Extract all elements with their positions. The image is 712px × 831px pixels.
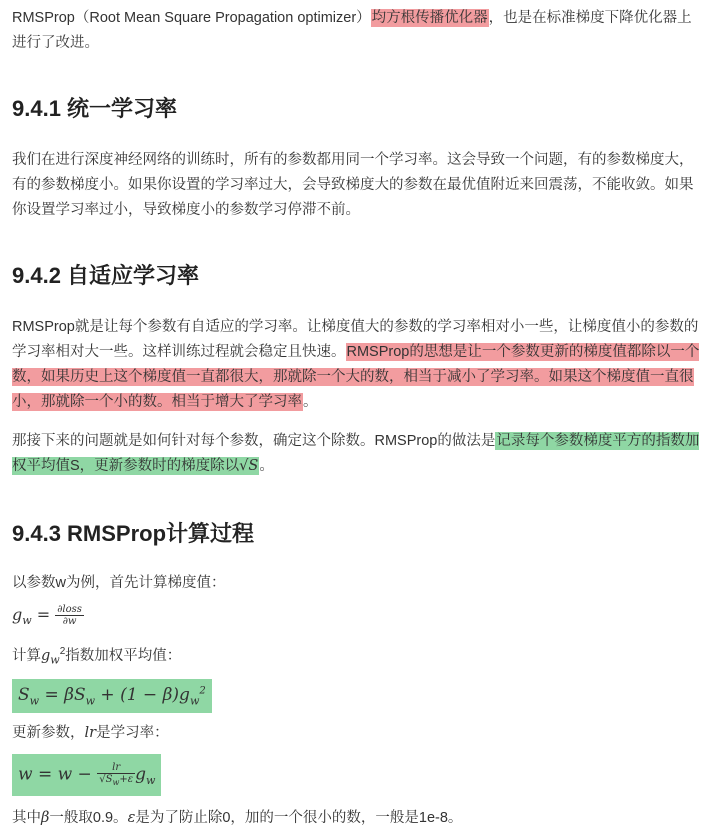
grad-sub: w [22,614,32,628]
gradient-formula [12,602,700,633]
step2-sup: 2 [59,646,66,658]
section2-p1-end: 。 [303,394,318,410]
formula-s [12,679,212,713]
step3-before: 更新参数， [12,725,85,742]
f1-c-sup: 2 [199,685,206,697]
intro-text-after: ，也是在标准梯度下降优化器上进行了改进。 [12,10,692,51]
f1-c: + (1 − β)g [95,684,190,705]
step2-before: 计算 [12,648,41,665]
f2-den-sqrt: √S [99,774,113,786]
section-title-2: 9.4.2 自适应学习率 [12,263,200,288]
f1-a: S [18,684,30,705]
sqrt-s: √S [239,458,259,474]
f2-g-sub: w [145,774,156,788]
f1-c-sub: w [189,694,200,708]
step-1-text: 以参数w为例，首先计算梯度值： [12,575,226,591]
note-3: 是为了防止除0，加的一个很小的数，一般是1e-8。 [135,810,463,827]
step2-g: g [41,648,51,665]
section2-p2-text: 那接下来的问题就是如何针对每个参数，确定这个除数。RMSProp的做法是 [12,433,496,449]
intro-text: RMSProp（Root Mean Square Propagation optimizer） [12,10,371,26]
formula-s-row [12,679,700,713]
step-2-text [12,639,700,673]
note-epsilon: ε [127,810,136,827]
note-1: 其中 [12,810,41,827]
f2-fraction [97,762,135,788]
f1-a-sub: w [29,694,40,708]
section2-p2-highlight-text: 记录每个参数梯度平方的指数加权平均值S，更新参数时的梯度除以 [12,433,700,474]
f1-b-sub: w [85,694,96,708]
section2-p2-end: 。 [259,458,274,474]
grad-numerator: ∂loss [57,604,82,616]
f2-numerator: lr [97,762,135,774]
formula-w-row [12,754,700,796]
f2-denominator [97,774,135,788]
f1-b: = βS [39,684,86,705]
f2-g: g [135,764,146,785]
section1-body: 我们在进行深度神经网络的训练时，所有的参数都用同一个学习率。这会导致一个问题，有的参数梯度大，有的参数梯度小。如果你设置的学习率过大，会导致梯度大的参数在最优值附近来回震荡，不能收敛。如果你设置学习率过小，导致梯度小的参数学习停滞不前。 [12,152,694,218]
intro-paragraph [12,6,700,56]
step2-after: 指数加权平均值： [65,648,182,665]
section-title-1: 9.4.1 统一学习率 [12,96,178,121]
step2-sub: w [50,653,60,667]
grad-denominator: ∂w [62,616,77,628]
section-title-3: 9.4.3 RMSProp计算过程 [12,521,255,546]
formula-w [12,754,161,796]
note-2: 一般取0.9。 [49,810,128,827]
section2-p1-highlight: RMSProp的思想是让一个参数更新的梯度值都除以一个数，如果历史上这个梯度值一直都很大，那就除一个大的数，相当于减小了学习率。如果这个梯度值一直很小，那就除一个小的数。相当于增大了学习率 [12,344,700,410]
grad-eq: = [31,605,56,624]
step3-lr: lr [84,725,97,742]
f2-den-after: +ε [119,774,134,786]
step-3-text [12,721,700,746]
f2-a: w = w − [18,764,98,785]
step3-after: 是学习率： [96,725,169,742]
intro-highlight: 均方根传播优化器 [371,10,488,26]
section2-p1-text: RMSProp就是让每个参数有自适应的学习率。让梯度值大的参数的学习率相对小一些，让梯度值小的参数的学习率相对大一些。这样训练过程就会稳定且快速。 [12,319,699,360]
final-note [12,806,700,831]
grad-fraction [55,604,84,627]
note-beta: β [41,810,50,827]
grad-g: g [12,605,23,624]
f2-den-sub: w [112,778,120,788]
section2-paragraph-1 [12,315,700,415]
section2-paragraph-2 [12,429,700,479]
